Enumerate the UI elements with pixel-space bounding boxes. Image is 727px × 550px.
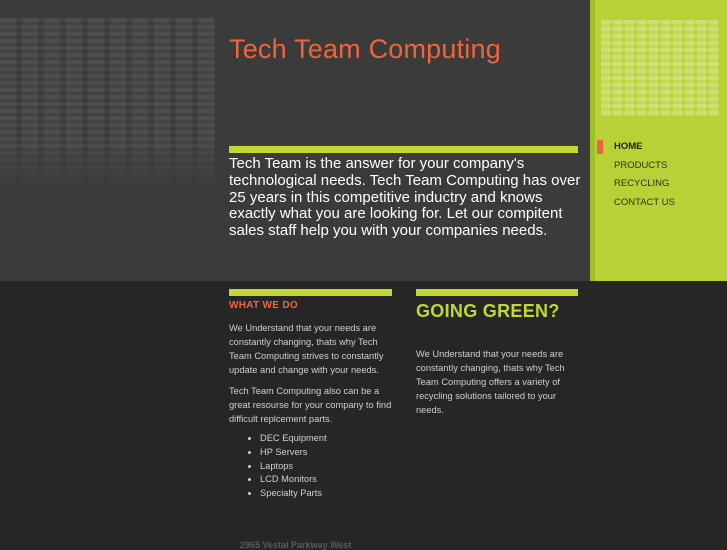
intro-text: Tech Team is the answer for your company's technological needs. Tech Team Computing has over 25 years in this competitive inductry and knows exactly what you are looking for. Let our compitent sales staff help you with your companies needs.: [229, 155, 581, 240]
equalizer-graphic: [0, 18, 215, 193]
list-item: • Laptops: [260, 460, 327, 474]
list-item: • Specialty Parts: [260, 487, 327, 501]
what-we-do-paragraph-2: Tech Team Computing also can be a great resourse for your company to find difficult replcement parts.: [229, 386, 392, 424]
nav-item-home[interactable]: HOME: [595, 138, 727, 157]
sidebar: [590, 0, 727, 281]
list-item: • DEC Equipment: [260, 432, 327, 446]
what-we-do-heading: WHAT WE DO: [229, 300, 298, 311]
site-title: Tech Team Computing: [229, 34, 501, 64]
hero-divider-bar: [229, 146, 578, 153]
nav-item-recycling[interactable]: RECYCLING: [614, 178, 670, 189]
footer-address: 2965 Vestal Parkway West: [240, 540, 352, 550]
going-green-bar: [416, 289, 578, 296]
going-green-paragraph: We Understand that your needs are constantly changing, thats why Tech Team Computing offers a variety of recycling solutions tailored to your needs.: [416, 349, 565, 415]
what-we-do-paragraph-1: We Understand that your needs are constantly changing, thats why Tech Team Computing strives to constantly update and change with your needs.: [229, 323, 384, 375]
sidebar-equalizer-graphic: [601, 20, 719, 116]
what-we-do-bar: [229, 289, 392, 296]
nav-item-products[interactable]: PRODUCTS: [614, 159, 668, 171]
nav-item-contact-us[interactable]: CONTACT US: [614, 196, 675, 208]
list-item: • HP Servers: [260, 446, 327, 460]
main-nav: [595, 138, 727, 212]
going-green-heading: GOING GREEN?: [416, 301, 560, 321]
hero-panel: [0, 0, 590, 281]
list-item: • LCD Monitors: [260, 473, 327, 487]
parts-list: [229, 432, 327, 501]
